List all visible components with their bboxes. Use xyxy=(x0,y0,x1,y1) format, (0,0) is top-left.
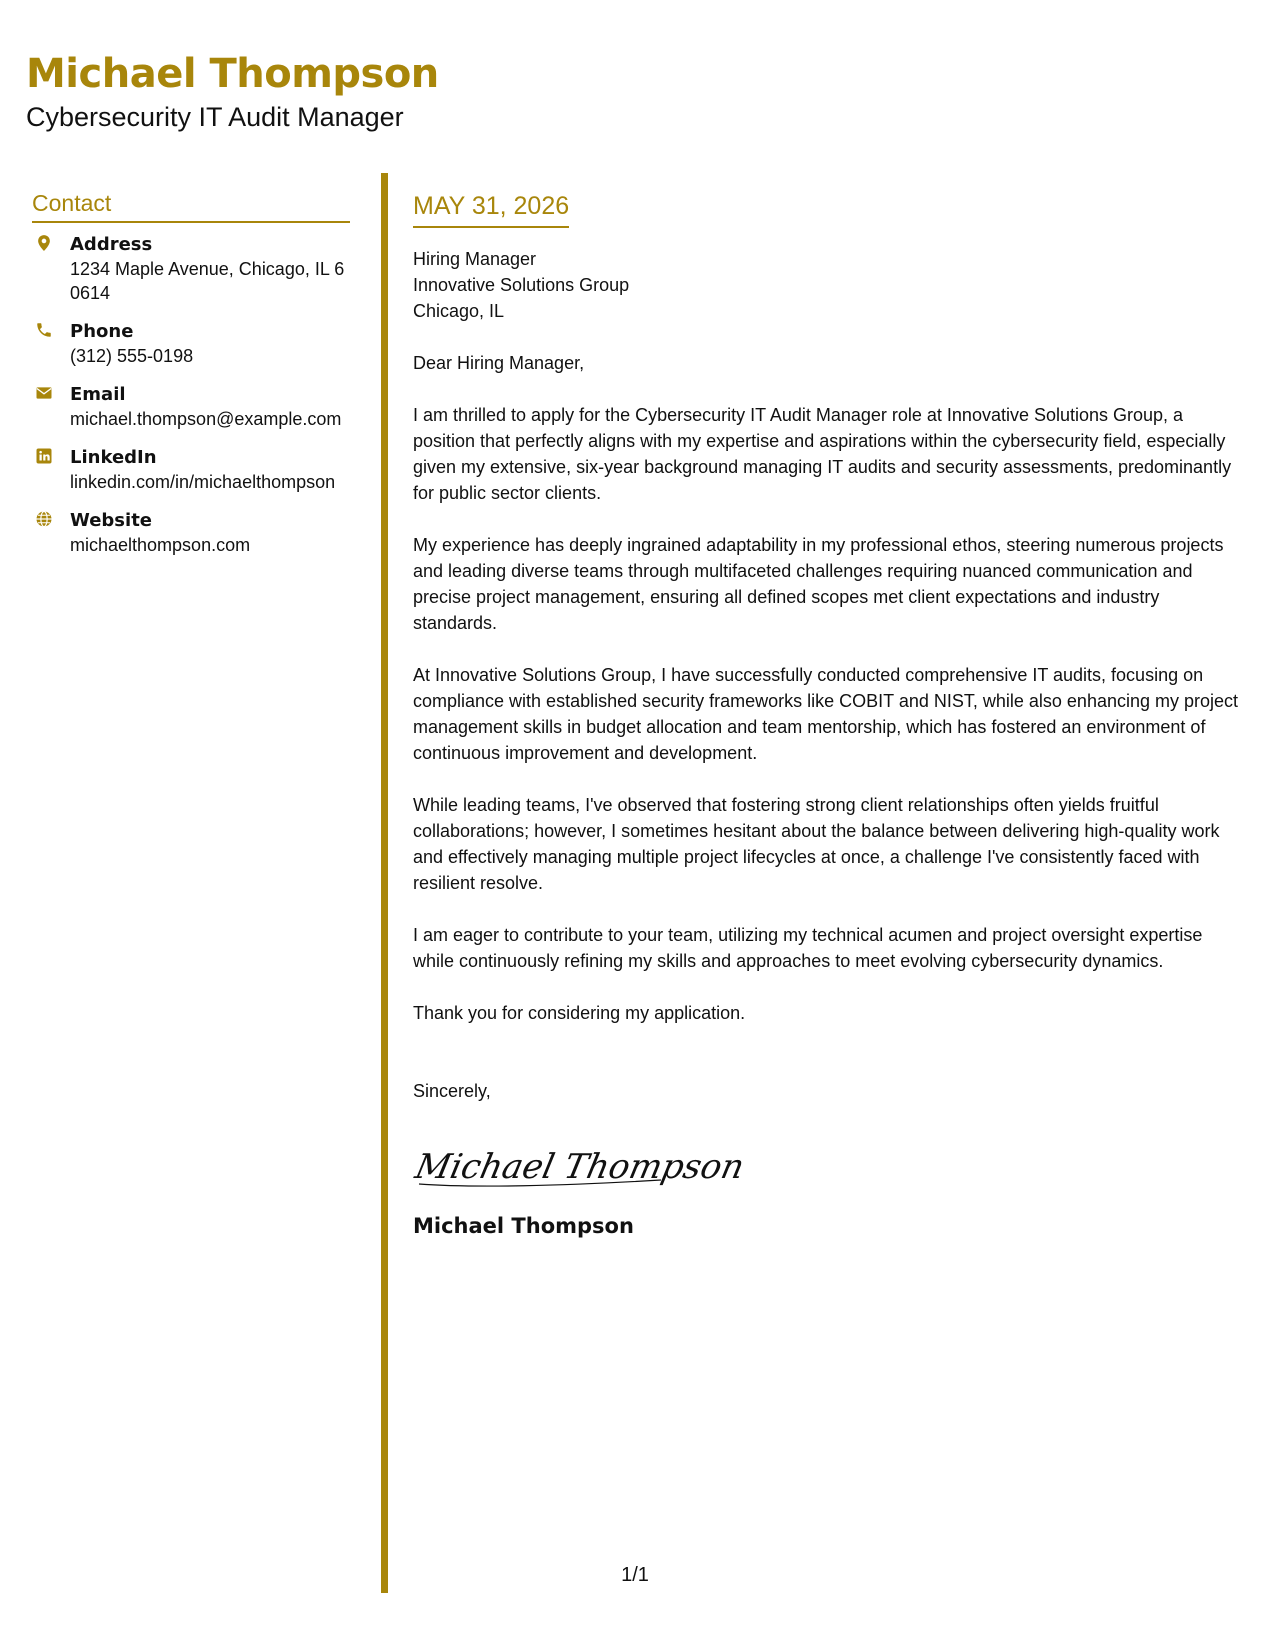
paragraph-4: While leading teams, I've observed that fostering strong client relationships often yields fruitful collaborations; however, I sometimes hesitant about the balance between delivering high-quality work and effectively managing multiple project lifecycles at once, a challenge I've consistently faced with resilient resolve. xyxy=(413,795,1220,893)
envelope-icon xyxy=(35,384,53,402)
contact-label-address: Address xyxy=(70,234,153,255)
recipient-title: Hiring Manager xyxy=(413,249,537,269)
contact-value-linkedin: linkedin.com/in/michaelthompson xyxy=(70,472,336,492)
job-title: Cybersecurity IT Audit Manager xyxy=(26,102,404,132)
contact-item-phone xyxy=(32,319,352,368)
recipient-location: Chicago, IL xyxy=(413,301,505,321)
contact-label-email: Email xyxy=(70,384,126,405)
contact-list xyxy=(32,232,352,571)
paragraph-3: At Innovative Solutions Group, I have successfully conducted comprehensive IT audits, focusing on compliance with established security frameworks like COBIT and NIST, while also enhancing my project management skills in budget allocation and team mentorship, which has fostered an environment of continuous improvement and development. xyxy=(413,665,1239,763)
contact-value-website: michaelthompson.com xyxy=(70,535,251,555)
contact-label-linkedin: LinkedIn xyxy=(70,447,157,468)
recipient-company: Innovative Solutions Group xyxy=(413,275,630,295)
letter-body xyxy=(413,190,1248,1240)
contact-item-address xyxy=(32,232,352,305)
contact-value-address: 1234 Maple Avenue, Chicago, IL 60614 xyxy=(70,259,345,303)
recipient-block xyxy=(413,246,1248,324)
contact-item-email xyxy=(32,382,352,431)
signature-graphic xyxy=(411,1134,748,1194)
salutation: Dear Hiring Manager, xyxy=(413,353,585,373)
globe-icon xyxy=(35,510,53,528)
map-pin-icon xyxy=(35,234,53,252)
contact-value-email: michael.thompson@example.com xyxy=(70,409,342,429)
paragraph-2: My experience has deeply ingrained adaptability in my professional ethos, steering numerous projects and leading diverse teams through multifaceted challenges requiring nuanced communication and precise project management, ensuring all defined scopes met client expectations and industry standards. xyxy=(413,535,1224,633)
paragraph-6: Thank you for considering my application. xyxy=(413,1003,746,1023)
phone-icon xyxy=(35,321,53,339)
letter-date: MAY 31, 2026 xyxy=(413,190,569,228)
paragraph-5: I am eager to contribute to your team, utilizing my technical acumen and project oversight expertise while continuously refining my skills and approaches to meet evolving cybersecurity dynamics. xyxy=(413,925,1203,971)
handwritten-signature xyxy=(413,1134,1248,1194)
contact-item-linkedin xyxy=(32,445,352,494)
page-number: 1/1 xyxy=(621,1564,649,1586)
contact-label-website: Website xyxy=(70,510,153,531)
contact-label-phone: Phone xyxy=(70,321,134,342)
signed-name: Michael Thompson xyxy=(413,1214,634,1238)
contact-value-phone: (312) 555-0198 xyxy=(70,346,194,366)
paragraph-1: I am thrilled to apply for the Cybersecurity IT Audit Manager role at Innovative Solutions Group, a position that perfectly aligns with my expertise and aspirations within the cybersecurity field, especially given my extensive, six-year background managing IT audits and security assessments, predominantly for public sector clients. xyxy=(413,405,1232,503)
contact-item-website xyxy=(32,508,352,557)
linkedin-icon xyxy=(35,447,53,465)
vertical-divider xyxy=(381,173,388,1593)
closing: Sincerely, xyxy=(413,1081,491,1101)
applicant-name: Michael Thompson xyxy=(26,51,439,97)
contact-heading: Contact xyxy=(32,188,350,223)
signature-text: Michael Thompson xyxy=(411,1147,748,1187)
